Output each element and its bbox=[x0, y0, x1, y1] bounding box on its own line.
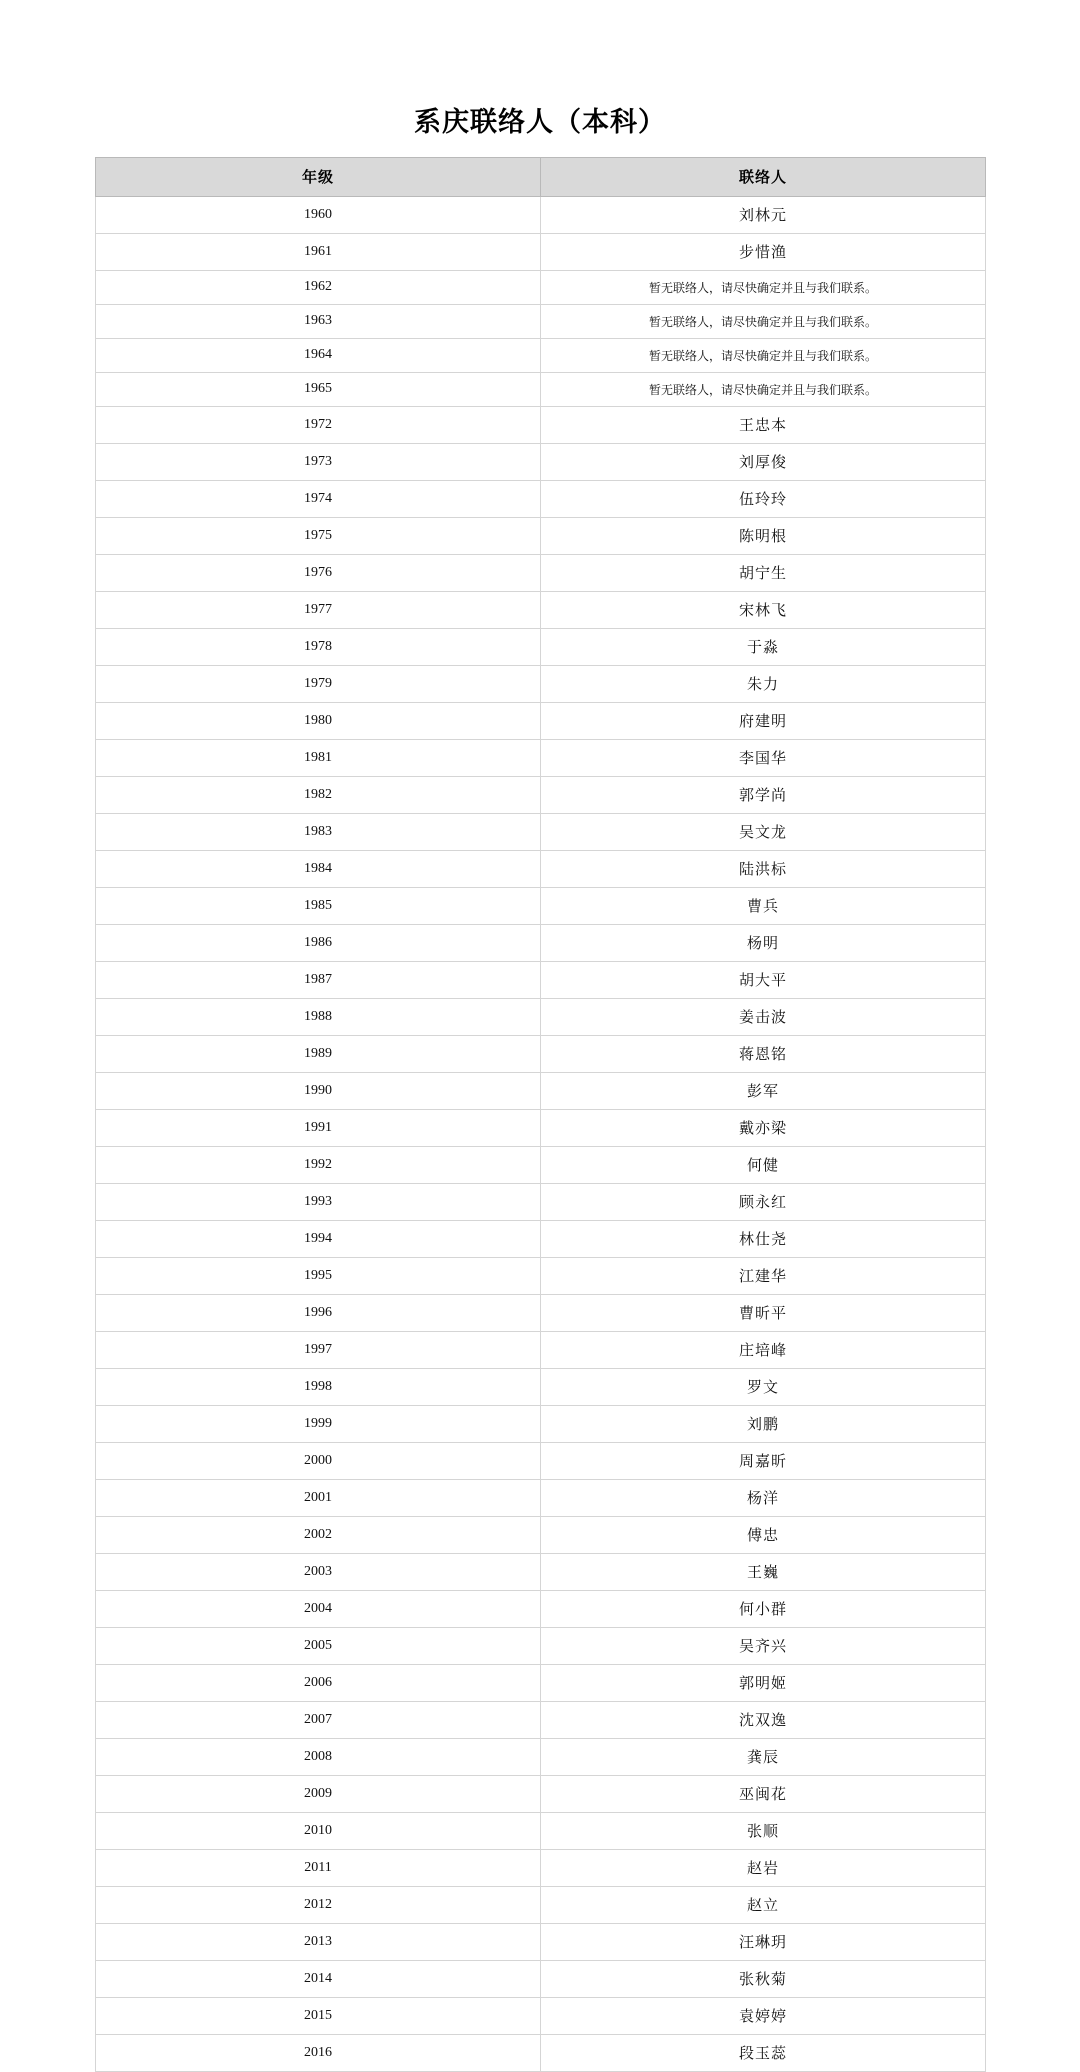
cell-year: 1979 bbox=[96, 666, 541, 703]
cell-contact: 傅忠 bbox=[541, 1517, 986, 1554]
table-row bbox=[96, 1332, 986, 1369]
contacts-table bbox=[95, 157, 986, 2072]
cell-contact: 吴文龙 bbox=[541, 814, 986, 851]
table-row bbox=[96, 407, 986, 444]
cell-year: 1985 bbox=[96, 888, 541, 925]
table-row bbox=[96, 703, 986, 740]
cell-contact: 陈明根 bbox=[541, 518, 986, 555]
cell-contact: 王忠本 bbox=[541, 407, 986, 444]
cell-contact: 曹昕平 bbox=[541, 1295, 986, 1332]
cell-year: 1978 bbox=[96, 629, 541, 666]
table-body bbox=[96, 197, 986, 2072]
table-row bbox=[96, 373, 986, 407]
cell-year: 1987 bbox=[96, 962, 541, 999]
table-row bbox=[96, 1443, 986, 1480]
cell-year: 1983 bbox=[96, 814, 541, 851]
cell-year: 1988 bbox=[96, 999, 541, 1036]
table-row bbox=[96, 666, 986, 703]
cell-year: 1998 bbox=[96, 1369, 541, 1406]
table-row bbox=[96, 1110, 986, 1147]
cell-year: 1990 bbox=[96, 1073, 541, 1110]
cell-year: 1999 bbox=[96, 1406, 541, 1443]
cell-year: 1993 bbox=[96, 1184, 541, 1221]
cell-contact: 庄培峰 bbox=[541, 1332, 986, 1369]
table-row bbox=[96, 339, 986, 373]
cell-year: 1962 bbox=[96, 271, 541, 305]
table-row bbox=[96, 1813, 986, 1850]
cell-year: 1964 bbox=[96, 339, 541, 373]
cell-year: 1975 bbox=[96, 518, 541, 555]
cell-year: 1973 bbox=[96, 444, 541, 481]
cell-contact: 彭军 bbox=[541, 1073, 986, 1110]
cell-contact: 吴齐兴 bbox=[541, 1628, 986, 1665]
table-row bbox=[96, 2035, 986, 2072]
table-row bbox=[96, 1887, 986, 1924]
table-row bbox=[96, 1369, 986, 1406]
table-row bbox=[96, 1702, 986, 1739]
cell-contact: 蒋恩铭 bbox=[541, 1036, 986, 1073]
table-row bbox=[96, 444, 986, 481]
table-row bbox=[96, 1850, 986, 1887]
table-row bbox=[96, 888, 986, 925]
cell-contact: 王巍 bbox=[541, 1554, 986, 1591]
cell-contact: 赵立 bbox=[541, 1887, 986, 1924]
table-row bbox=[96, 962, 986, 999]
table-row bbox=[96, 777, 986, 814]
table-row bbox=[96, 1517, 986, 1554]
table-header-row bbox=[96, 158, 986, 197]
cell-year: 2015 bbox=[96, 1998, 541, 2035]
table-row bbox=[96, 555, 986, 592]
cell-year: 1996 bbox=[96, 1295, 541, 1332]
cell-year: 2011 bbox=[96, 1850, 541, 1887]
cell-contact: 李国华 bbox=[541, 740, 986, 777]
cell-year: 1976 bbox=[96, 555, 541, 592]
cell-contact: 姜击波 bbox=[541, 999, 986, 1036]
table-row bbox=[96, 925, 986, 962]
table-header bbox=[96, 158, 986, 197]
cell-contact: 胡大平 bbox=[541, 962, 986, 999]
cell-contact-placeholder: 暂无联络人，请尽快确定并且与我们联系。 bbox=[541, 305, 986, 339]
cell-contact: 步惜渔 bbox=[541, 234, 986, 271]
cell-contact: 龚辰 bbox=[541, 1739, 986, 1776]
cell-contact: 戴亦梁 bbox=[541, 1110, 986, 1147]
cell-year: 2001 bbox=[96, 1480, 541, 1517]
cell-contact: 刘厚俊 bbox=[541, 444, 986, 481]
cell-year: 2010 bbox=[96, 1813, 541, 1850]
table-row bbox=[96, 1665, 986, 1702]
cell-year: 2004 bbox=[96, 1591, 541, 1628]
table-row bbox=[96, 1924, 986, 1961]
cell-year: 1963 bbox=[96, 305, 541, 339]
cell-year: 1991 bbox=[96, 1110, 541, 1147]
cell-contact: 江建华 bbox=[541, 1258, 986, 1295]
table-row bbox=[96, 1480, 986, 1517]
table-row bbox=[96, 851, 986, 888]
cell-year: 1965 bbox=[96, 373, 541, 407]
cell-contact: 胡宁生 bbox=[541, 555, 986, 592]
cell-year: 1980 bbox=[96, 703, 541, 740]
cell-year: 2016 bbox=[96, 2035, 541, 2072]
cell-year: 1972 bbox=[96, 407, 541, 444]
cell-year: 1974 bbox=[96, 481, 541, 518]
cell-contact: 刘鹏 bbox=[541, 1406, 986, 1443]
table-row bbox=[96, 999, 986, 1036]
table-row bbox=[96, 740, 986, 777]
table-row bbox=[96, 1184, 986, 1221]
table-row bbox=[96, 1739, 986, 1776]
cell-year: 2000 bbox=[96, 1443, 541, 1480]
cell-year: 1995 bbox=[96, 1258, 541, 1295]
table-row bbox=[96, 481, 986, 518]
cell-contact: 朱力 bbox=[541, 666, 986, 703]
table-row bbox=[96, 305, 986, 339]
cell-contact: 巫闽花 bbox=[541, 1776, 986, 1813]
cell-year: 2006 bbox=[96, 1665, 541, 1702]
table-row bbox=[96, 518, 986, 555]
cell-year: 1977 bbox=[96, 592, 541, 629]
table-row bbox=[96, 814, 986, 851]
cell-contact: 陆洪标 bbox=[541, 851, 986, 888]
cell-contact-placeholder: 暂无联络人，请尽快确定并且与我们联系。 bbox=[541, 271, 986, 305]
cell-contact: 何健 bbox=[541, 1147, 986, 1184]
cell-year: 1961 bbox=[96, 234, 541, 271]
cell-contact: 罗文 bbox=[541, 1369, 986, 1406]
cell-contact-placeholder: 暂无联络人，请尽快确定并且与我们联系。 bbox=[541, 339, 986, 373]
cell-year: 1982 bbox=[96, 777, 541, 814]
cell-contact: 袁婷婷 bbox=[541, 1998, 986, 2035]
cell-year: 2007 bbox=[96, 1702, 541, 1739]
cell-year: 2013 bbox=[96, 1924, 541, 1961]
cell-contact: 府建明 bbox=[541, 703, 986, 740]
cell-contact: 汪琳玥 bbox=[541, 1924, 986, 1961]
table-row bbox=[96, 1073, 986, 1110]
page-title: 系庆联络人（本科） bbox=[414, 107, 666, 137]
cell-contact: 刘林元 bbox=[541, 197, 986, 234]
cell-year: 1986 bbox=[96, 925, 541, 962]
cell-contact: 杨明 bbox=[541, 925, 986, 962]
cell-contact: 赵岩 bbox=[541, 1850, 986, 1887]
cell-year: 1984 bbox=[96, 851, 541, 888]
cell-contact: 杨洋 bbox=[541, 1480, 986, 1517]
table-row bbox=[96, 629, 986, 666]
table-row bbox=[96, 234, 986, 271]
cell-year: 2002 bbox=[96, 1517, 541, 1554]
cell-contact: 沈双逸 bbox=[541, 1702, 986, 1739]
cell-year: 1981 bbox=[96, 740, 541, 777]
table-row bbox=[96, 1776, 986, 1813]
cell-contact: 张秋菊 bbox=[541, 1961, 986, 1998]
table-row bbox=[96, 1591, 986, 1628]
table-row bbox=[96, 1221, 986, 1258]
table-row bbox=[96, 1147, 986, 1184]
cell-contact: 于淼 bbox=[541, 629, 986, 666]
cell-contact: 林仕尧 bbox=[541, 1221, 986, 1258]
column-header-contact: 联络人 bbox=[541, 158, 986, 197]
cell-year: 2008 bbox=[96, 1739, 541, 1776]
cell-contact: 何小群 bbox=[541, 1591, 986, 1628]
cell-contact: 周嘉昕 bbox=[541, 1443, 986, 1480]
table-row bbox=[96, 1036, 986, 1073]
cell-contact: 段玉蕊 bbox=[541, 2035, 986, 2072]
table-row bbox=[96, 592, 986, 629]
table-row bbox=[96, 1406, 986, 1443]
cell-contact: 郭学尚 bbox=[541, 777, 986, 814]
cell-year: 2005 bbox=[96, 1628, 541, 1665]
cell-contact: 顾永红 bbox=[541, 1184, 986, 1221]
cell-year: 1994 bbox=[96, 1221, 541, 1258]
cell-year: 2003 bbox=[96, 1554, 541, 1591]
table-row bbox=[96, 1295, 986, 1332]
cell-year: 2014 bbox=[96, 1961, 541, 1998]
cell-year: 1997 bbox=[96, 1332, 541, 1369]
cell-contact: 郭明姬 bbox=[541, 1665, 986, 1702]
cell-year: 2009 bbox=[96, 1776, 541, 1813]
cell-contact: 宋林飞 bbox=[541, 592, 986, 629]
cell-contact: 曹兵 bbox=[541, 888, 986, 925]
cell-contact: 伍玲玲 bbox=[541, 481, 986, 518]
contacts-table-container bbox=[95, 157, 985, 2072]
cell-year: 2012 bbox=[96, 1887, 541, 1924]
table-row bbox=[96, 1628, 986, 1665]
cell-year: 1960 bbox=[96, 197, 541, 234]
table-row bbox=[96, 1258, 986, 1295]
cell-contact-placeholder: 暂无联络人，请尽快确定并且与我们联系。 bbox=[541, 373, 986, 407]
table-row bbox=[96, 1998, 986, 2035]
table-row bbox=[96, 1961, 986, 1998]
column-header-year: 年级 bbox=[96, 158, 541, 197]
table-row bbox=[96, 271, 986, 305]
table-row bbox=[96, 197, 986, 234]
cell-year: 1992 bbox=[96, 1147, 541, 1184]
cell-year: 1989 bbox=[96, 1036, 541, 1073]
cell-contact: 张顺 bbox=[541, 1813, 986, 1850]
table-row bbox=[96, 1554, 986, 1591]
